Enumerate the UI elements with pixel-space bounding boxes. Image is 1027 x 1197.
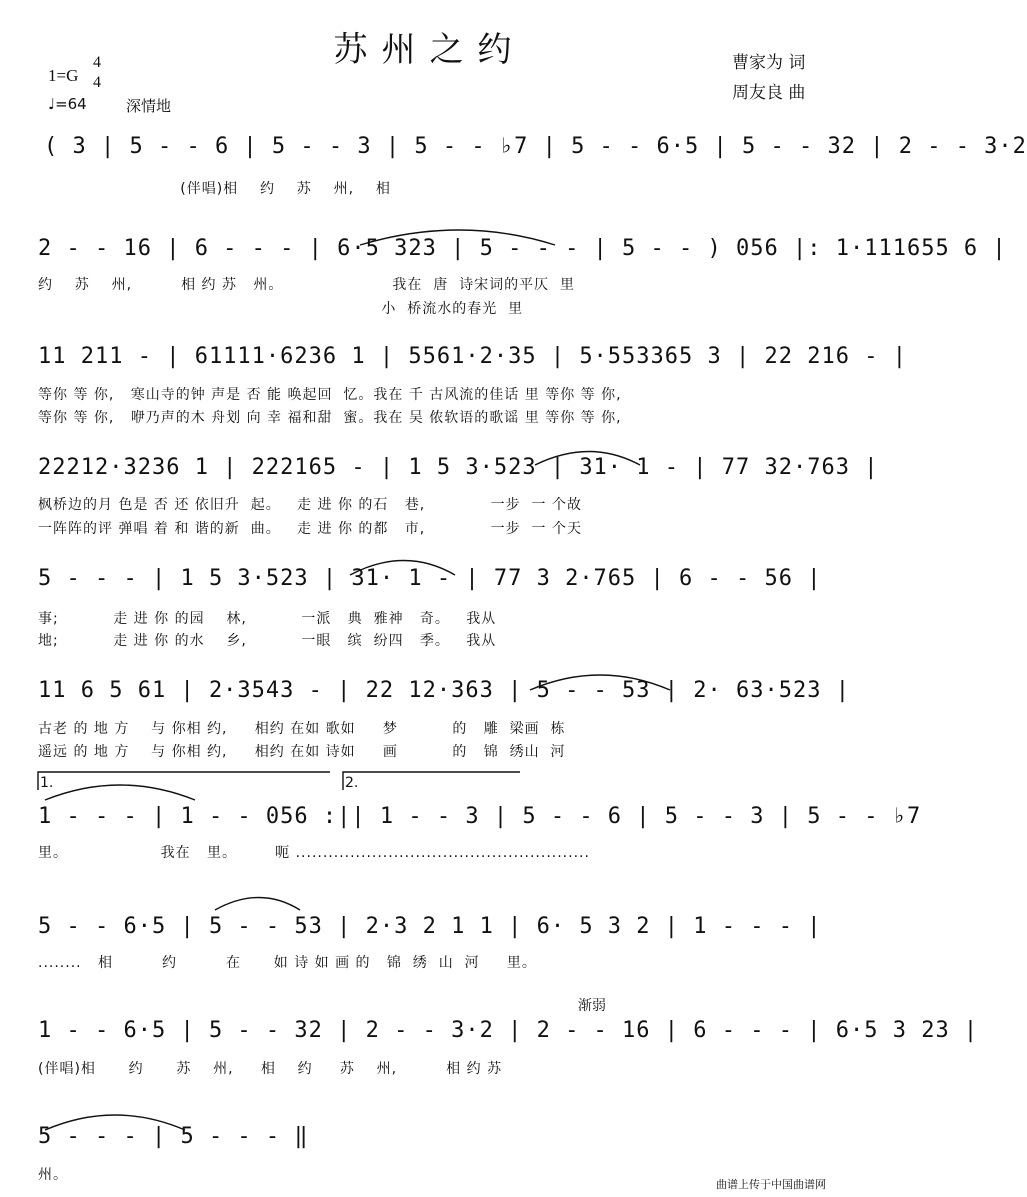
meter-top: 4 [93,54,101,71]
system-6-notes: 11 6 5 61 | 2·3543 - | 22 12·363 | 5 - - 53 | 2· 63·523 | [38,678,850,703]
watermark: 曲谱上传于中国曲谱网 [716,1178,826,1191]
system-2-lyrics-1: 约 苏 州, 相 约 苏 州。 我在 唐 诗宋词的平仄 里 [38,277,576,293]
system-8-lyrics-1: ........ 相 约 在 如 诗 如 画 的 锦 绣 山 河 里。 [38,955,537,971]
tie-arc [215,898,300,911]
volta-1-label: 1. [40,775,54,791]
system-5-lyrics-2: 地; 走 进 你 的水 乡, 一眼 缤 纷四 季。 我从 [38,633,497,649]
system-10-notes: 5 - - - | 5 - - - ‖ [38,1124,309,1149]
system-2-lyrics-2: 小 桥流水的春光 里 [38,301,524,317]
system-5-lyrics-1: 事; 走 进 你 的园 林, 一派 典 雅神 奇。 我从 [38,611,497,627]
dynamic-mark: 渐弱 [578,998,606,1014]
tie-arc [45,785,195,800]
system-7-notes: 1 - - - | 1 - - 056 :|| 1 - - 3 | 5 - - 6 | 5 - - 3 | 5 - - ♭7 [38,804,922,829]
system-4-lyrics-2: 一阵阵的评 弹唱 着 和 谐的新 曲。 走 进 你 的都 市, 一步 一 个天 [38,521,582,537]
tie-arc [350,561,455,576]
system-6-lyrics-1: 古老 的 地 方 与 你相 约, 相约 在如 歌如 梦 的 雕 梁画 栋 [38,721,566,737]
tie-arc [530,675,670,690]
volta-1-bracket [38,772,330,790]
composer-credit: 周友良 曲 [732,83,806,103]
volta-2-bracket [343,772,520,790]
tie-arc [360,230,555,245]
system-1-lyrics-1: (伴唱)相 约 苏 州, 相 [44,181,391,197]
tie-arc [535,452,640,466]
system-3-lyrics-2: 等你 等 你, 咿乃声的木 舟划 向 幸 福和甜 蜜。我在 吴 侬软语的歌谣 里 等你 等 你, [38,410,622,426]
system-10-lyrics-1: 州。 [38,1167,68,1183]
lyricist-credit: 曹家为 词 [732,53,806,73]
tempo-mark: ♩=64 [48,95,87,113]
volta-2-label: 2. [345,775,359,791]
meter-bottom: 4 [93,74,101,91]
system-8-notes: 5 - - 6·5 | 5 - - 53 | 2·3 2 1 1 | 6· 5 3 2 | 1 - - - | [38,914,822,939]
key-signature: 1=G [48,66,79,85]
system-4-lyrics-1: 枫桥边的月 色是 否 还 依旧升 起。 走 进 你 的石 巷, 一步 一 个故 [38,497,582,513]
system-9-lyrics-1: (伴唱)相 约 苏 州, 相 约 苏 州, 相 约 苏 [38,1061,503,1077]
system-3-notes: 11 211 - | 61111·6236 1 | 5561·2·35 | 5·553365 3 | 22 216 - | [38,344,907,369]
system-4-notes: 22212·3236 1 | 222165 - | 1 5 3·523 | 31· 1 - | 77 32·763 | [38,455,879,480]
system-5-notes: 5 - - - | 1 5 3·523 | 31· 1 - | 77 3 2·765 | 6 - - 56 | [38,566,822,591]
system-1-notes: ( 3 | 5 - - 6 | 5 - - 3 | 5 - - ♭7 | 5 - - 6·5 | 5 - - 32 | 2 - - 3·2 [44,134,1027,159]
system-6-lyrics-2: 遥远 的 地 方 与 你相 约, 相约 在如 诗如 画 的 锦 绣山 河 [38,744,566,760]
system-7-lyrics-1: 里。 我在 里。 呃 ...................................................... [38,845,590,861]
song-title: 苏州之约 [333,30,526,70]
expression-mark: 深情地 [126,97,172,115]
system-2-notes: 2 - - 16 | 6 - - - | 6·5 323 | 5 - - - | 5 - - ) 056 |: 1·111655 6 | [38,236,1007,261]
system-9-notes: 1 - - 6·5 | 5 - - 32 | 2 - - 3·2 | 2 - - 16 | 6 - - - | 6·5 3 23 | [38,1018,979,1043]
tie-arc [45,1115,185,1130]
system-3-lyrics-1: 等你 等 你, 寒山寺的钟 声是 否 能 唤起回 忆。我在 千 古风流的佳话 里 等你 等 你, [38,387,622,403]
